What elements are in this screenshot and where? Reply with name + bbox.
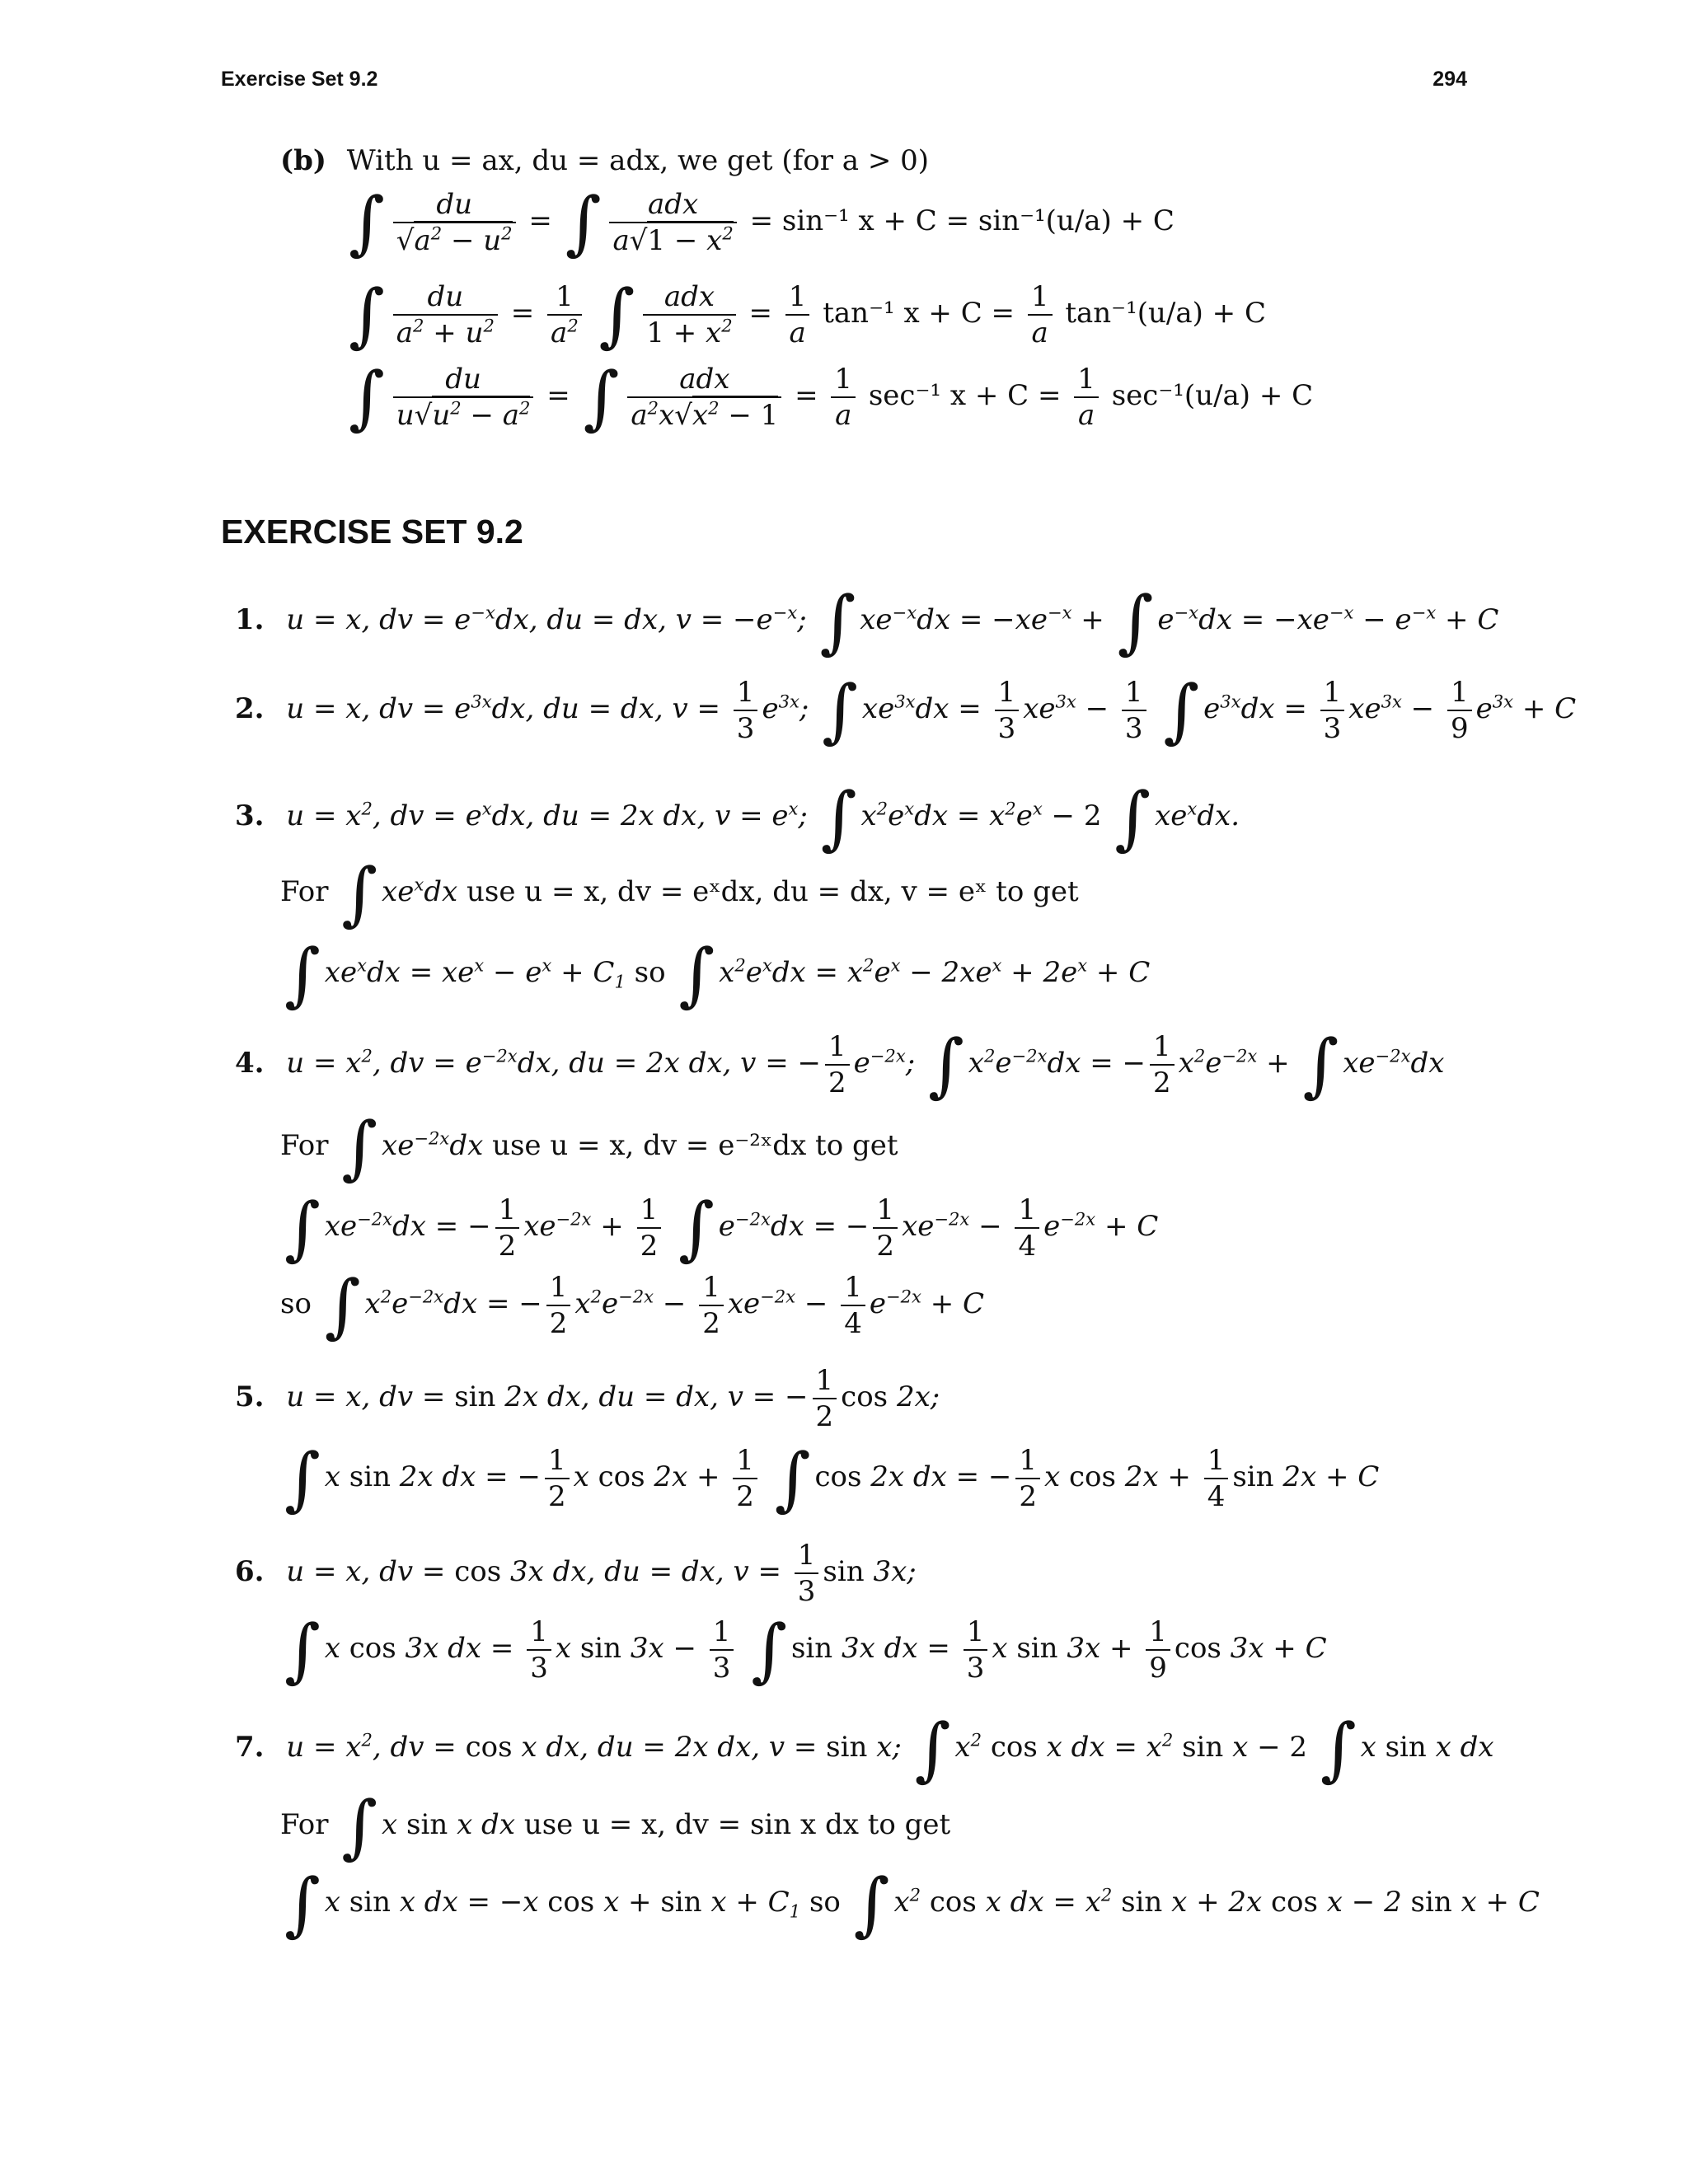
exercise-7-number: 7. [235, 1730, 265, 1764]
exercise-2: 2. u = x, dv = $e^{3x}dx$, du = dx, v = $\frac{1}{3}$ $e^{3x}$; ∫ $xe^{3x}dx$ = $\frac{1}{3}$ $xe^{3x}$ − $\frac{1}{3}$ ∫ $e^{3x}dx$ = $\frac{1}{3}$ $xe^{3x}$ − $\frac{1}{9}$ $e^{3x} + C$ [235, 670, 1577, 751]
exercise-6-result: ∫ x cos 3x dx = $\frac{1}{3}$ x sin 3x − $\frac{1}{3}$ ∫ sin 3x dx = $\frac{1}{3}$ x sin 3x + $\frac{1}{9}$ cos 3x + C [284, 1610, 1327, 1690]
exercise-1-number: 1. [235, 602, 265, 636]
part-b-eq3-result: sec⁻¹ x + C = [868, 378, 1062, 412]
exercise-3: 3. $u = x^2$, dv = $e^xdx$, du = 2x dx, $v = e^x$; ∫ $x^2e^xdx = x^2e^x - 2$ ∫ $xe^xdx$. [235, 777, 1240, 858]
exercise-4: 4. $u = x^2$, dv = $e^{-2x}dx$, du = 2x dx, v = − $\frac{1}{2}$ $e^{-2x}$; ∫ $x^2e^{-2x}dx$ = − $\frac{1}{2}$ $x^2e^{-2x}$ + ∫ $xe^{-2x}dx$ [235, 1024, 1445, 1105]
exercise-7-for: For [280, 1807, 329, 1841]
exercise-7-use: use u = x, dv = sin x dx to get [523, 1807, 951, 1841]
exercise-3-result: ∫ $xe^xdx = xe^x - e^x + C_1$ so ∫ $x^2e^xdx = x^2e^x - 2xe^x + 2e^x + C$ [284, 934, 1151, 1015]
part-b-intro [280, 144, 930, 177]
part-b-equation-1: ∫ $\frac{du}{√a^2 - u^2}$ = ∫ $\frac{\text{adx}}{a√1 - x^2}$ = sin⁻¹ x + C = sin⁻¹(u/a) + C [349, 182, 1175, 263]
part-b-eq3-tail: sec⁻¹(u/a) + C [1111, 378, 1314, 412]
exercise-4-use: use u = x, dv = e⁻²ˣdx to get [492, 1128, 898, 1162]
exercise-7-for-line: For ∫ x sin x dx use u = x, dv = sin x dx to get [280, 1786, 951, 1867]
section-heading: EXERCISE SET 9.2 [221, 513, 523, 551]
exercise-4-result: so ∫ $x^2e^{-2x}dx$ = − $\frac{1}{2}$ $x^2e^{-2x}$ − $\frac{1}{2}$ $xe^{-2x}$ − $\frac{1}{4}$ $e^{-2x} + C$ [280, 1265, 985, 1346]
exercise-4-step: ∫ $xe^{-2x}dx$ = − $\frac{1}{2}$ $xe^{-2x}$ + $\frac{1}{2}$ ∫ $e^{-2x}dx$ = − $\frac{1}{2}$ $xe^{-2x}$ − $\frac{1}{4}$ $e^{-2x} + C$ [284, 1188, 1159, 1268]
part-b-intro-text: With u = ax, du = adx, we get (for a > 0) [346, 144, 930, 177]
part-b-eq1-result: = sin⁻¹ x + C = sin⁻¹(u/a) + C [749, 204, 1175, 237]
exercise-2-number: 2. [235, 691, 265, 725]
part-b-eq2-result: tan⁻¹ x + C = [823, 296, 1015, 330]
exercise-4-for: For [280, 1128, 329, 1162]
page-number: 294 [1432, 68, 1467, 91]
exercise-4-number: 4. [235, 1046, 265, 1080]
exercise-3-so: so [634, 955, 666, 989]
exercise-5-number: 5. [235, 1380, 265, 1413]
exercise-7-so: so [809, 1885, 841, 1919]
exercise-3-for: For [280, 874, 329, 908]
exercise-6: 6. u = x, dv = cos 3x dx, du = dx, v = $\frac{1}{3}$ sin 3x; [235, 1539, 917, 1608]
running-header-title: Exercise Set 9.2 [221, 68, 378, 91]
exercise-7-result: ∫ x sin x dx = −x $\cos x + \sin x + C_1$ so ∫ $x^2$ cos x dx = $x^2$ sin x + 2x cos x − 2 sin x + C [284, 1863, 1540, 1944]
exercise-3-use: use u = x, dv = eˣdx, du = dx, v = eˣ to get [466, 874, 1079, 908]
exercise-4-for-line: For ∫ $xe^{-2x}dx$ use u = x, dv = e⁻²ˣdx to get [280, 1107, 898, 1188]
exercise-6-number: 6. [235, 1555, 265, 1588]
part-b-equation-2: ∫ $\frac{du}{a^2 + u^2}$ = $\frac{1}{a^2}$ ∫ $\frac{\text{adx}}{1 + x^2}$ = $\frac{1}{a}$ tan⁻¹ x + C = $\frac{1}{a}$ tan⁻¹(u/a) + C [349, 274, 1266, 355]
exercise-4-so: so [280, 1286, 312, 1320]
part-b-label: (b) [280, 144, 326, 177]
part-b-equation-3: ∫ $\frac{du}{u√u^2 - a^2}$ = ∫ $\frac{\text{adx}}{a^2x√x^2 - 1}$ = $\frac{1}{a}$ sec⁻¹ x + C = $\frac{1}{a}$ sec⁻¹(u/a) + C [349, 357, 1314, 438]
exercise-1: 1. u = x, dv = $e^{-x}dx$, du = dx, $v = -e^{-x}$; ∫ $xe^{-x}dx = -xe^{-x}$ + ∫ $e^{-x}dx = -xe^{-x} - e^{-x} + C$ [235, 581, 1499, 662]
exercise-3-for-line: For ∫ $xe^xdx$ use u = x, dv = eˣdx, du = dx, v = eˣ to get [280, 853, 1079, 934]
exercise-5: 5. u = x, dv = sin 2x dx, du = dx, v = − $\frac{1}{2}$ cos 2x; [235, 1364, 940, 1433]
exercise-3-number: 3. [235, 799, 265, 832]
exercise-7: 7. $u = x^2$, dv = cos x dx, du = 2x dx, v = sin x; ∫ $x^2$ cos x dx = $x^2$ sin x − 2 ∫ x sin x dx [235, 1708, 1494, 1789]
exercise-5-result: ∫ x sin 2x dx = − $\frac{1}{2}$ x cos 2x + $\frac{1}{2}$ ∫ cos 2x dx = − $\frac{1}{2}$ x cos 2x + $\frac{1}{4}$ sin 2x + C [284, 1438, 1380, 1519]
part-b-eq2-tail: tan⁻¹(u/a) + C [1065, 296, 1266, 330]
